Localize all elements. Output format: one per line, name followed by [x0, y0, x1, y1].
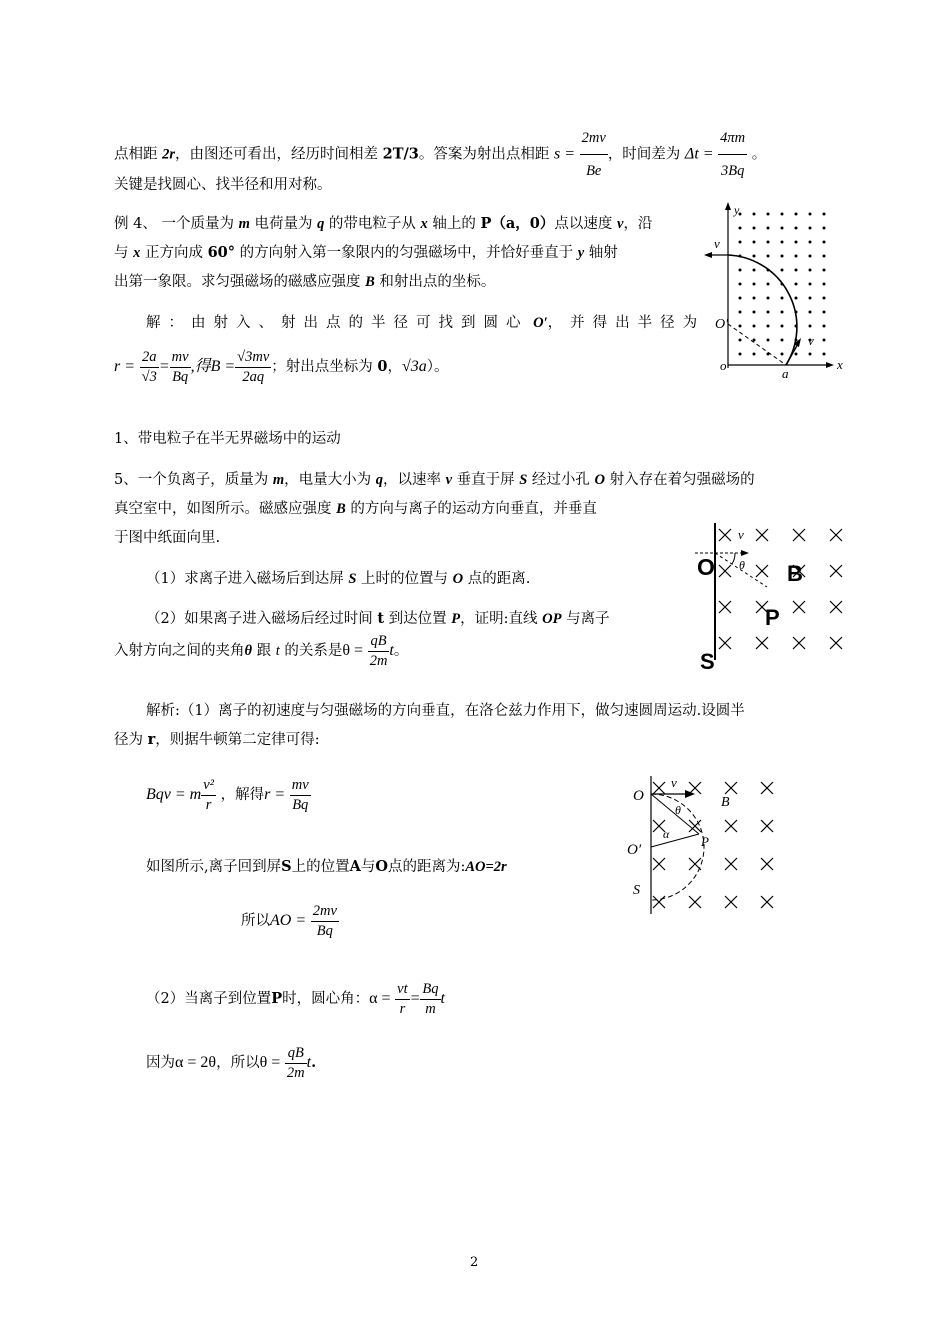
field-dot	[809, 283, 812, 286]
p5-line-3	[114, 531, 220, 546]
field-dot	[809, 353, 812, 356]
field-cross	[725, 820, 737, 832]
text: 0	[377, 358, 388, 375]
text: 的关系是	[279, 643, 343, 659]
field-cross	[653, 896, 665, 908]
field-dot	[809, 227, 812, 230]
field-cross	[719, 529, 731, 541]
field-cross	[725, 896, 737, 908]
field-dot	[809, 311, 812, 314]
field-cross	[719, 637, 731, 649]
analysis-line-5	[146, 982, 445, 1016]
math: =	[158, 358, 170, 375]
radius-line	[728, 324, 786, 365]
fraction	[140, 350, 159, 384]
text: 的方向射入第一象限内的匀强磁场中，并恰好垂直于	[235, 245, 578, 261]
field-dot	[823, 283, 826, 286]
field-dot	[767, 227, 770, 230]
field-dot	[767, 241, 770, 244]
field-dot	[753, 353, 756, 356]
text: 与	[360, 859, 376, 875]
sol4-line-1	[146, 316, 705, 331]
field-dot	[795, 227, 798, 230]
fraction	[235, 350, 271, 384]
field-cross	[725, 782, 737, 794]
field-dot	[823, 297, 826, 300]
fraction	[580, 124, 608, 185]
text: P（a，0）	[480, 215, 555, 232]
text: q	[317, 216, 325, 232]
text: 点的距离为:	[388, 859, 466, 875]
text: 出第一象限。求匀强磁场的磁感应强度	[114, 274, 366, 290]
field-cross	[756, 529, 768, 541]
field-cross	[830, 565, 842, 577]
text: 60°	[207, 244, 236, 261]
q1-line	[146, 572, 530, 587]
text: 1、带电粒子在半无界磁场中的运动	[114, 431, 341, 447]
field-cross	[761, 896, 773, 908]
q2-line-2	[114, 634, 408, 668]
math: r =	[264, 786, 286, 803]
field-dot	[823, 353, 826, 356]
field-cross	[830, 637, 842, 649]
fraction	[285, 1046, 307, 1080]
text: x	[420, 216, 428, 232]
x-label: x	[837, 357, 843, 372]
text: S	[348, 571, 357, 587]
text: 解：由射入、射出点的半径可找到圆心	[146, 315, 529, 331]
text: 真空室中，如图所示。磁感应强度	[114, 501, 337, 517]
text: 关键是找圆心、找半径和用对称。	[114, 177, 332, 193]
text: P	[271, 990, 283, 1007]
alpha-label: α	[663, 827, 670, 841]
text: ，则据牛顿第二定律可得:	[155, 732, 320, 748]
text: t	[377, 610, 385, 627]
b-label: B	[787, 561, 803, 586]
field-cross	[653, 858, 665, 870]
field-dot	[795, 241, 798, 244]
field-cross	[793, 601, 805, 613]
text: 点的距离.	[463, 571, 531, 587]
text: O′	[533, 315, 548, 331]
math: t	[389, 642, 394, 659]
text: ，时间差为	[607, 146, 681, 163]
field-cross	[719, 565, 731, 577]
math: =	[409, 990, 421, 1007]
analysis-line-2	[114, 733, 320, 748]
field-dot	[753, 283, 756, 286]
p5-line-1	[114, 473, 755, 488]
field-dot	[753, 255, 756, 258]
q2-line-1	[146, 612, 610, 627]
field-dot	[767, 325, 770, 328]
text: 轴上的	[427, 216, 481, 232]
text: P	[451, 611, 461, 627]
text: ，电量大小为	[284, 472, 376, 488]
denominator: 2aq	[242, 368, 265, 385]
field-crosses	[719, 529, 842, 649]
field-cross	[793, 529, 805, 541]
field-cross	[725, 858, 737, 870]
field-crosses	[653, 782, 773, 908]
field-dot	[795, 283, 798, 286]
field-dot	[809, 213, 812, 216]
text: ，所以	[216, 1055, 260, 1071]
analysis-line-6	[146, 1046, 316, 1080]
text: m	[272, 472, 285, 488]
math: Bqv = m	[146, 786, 202, 803]
field-dot	[795, 255, 798, 258]
text: S	[519, 472, 528, 488]
analysis-line-1	[146, 704, 745, 719]
field-dot	[781, 353, 784, 356]
ex4-line-2	[114, 246, 618, 261]
analysis-line-3	[146, 860, 507, 875]
x-arrow	[826, 362, 834, 368]
text: O	[375, 858, 388, 875]
numerator: Bq	[420, 982, 440, 1000]
math: t	[306, 1054, 312, 1071]
numerator: 2mv	[580, 124, 608, 155]
field-cross	[793, 637, 805, 649]
field-cross	[830, 601, 842, 613]
text: ）。	[426, 359, 449, 375]
equation-1	[146, 778, 311, 812]
field-dot	[809, 297, 812, 300]
math: Δt =	[684, 145, 714, 163]
field-dot	[739, 353, 742, 356]
field-dot	[781, 241, 784, 244]
text: 5、一个负离子，质量为	[114, 472, 273, 488]
field-dot	[823, 339, 826, 342]
b-label: B	[721, 795, 730, 810]
text: x	[133, 245, 141, 261]
fraction	[420, 982, 440, 1016]
y-arrow	[725, 202, 731, 210]
text: O	[594, 472, 606, 488]
field-dot	[809, 241, 812, 244]
v-label: v	[671, 775, 677, 790]
text: ，	[387, 359, 402, 375]
text: OP	[542, 611, 562, 627]
theta-label: θ	[675, 803, 681, 817]
numerator: v²	[201, 778, 216, 796]
section-heading	[114, 432, 341, 447]
denominator: Bq	[172, 368, 189, 385]
text: ，以速率	[382, 472, 446, 488]
text: ，证明:直线	[460, 611, 543, 627]
math: r =	[114, 358, 136, 375]
theta-arc	[732, 553, 735, 564]
text: 径为	[114, 732, 148, 748]
v-label: v	[714, 236, 720, 251]
denominator: r	[205, 796, 212, 813]
numerator: vt	[395, 982, 409, 1000]
fraction	[290, 778, 311, 812]
field-cross	[761, 858, 773, 870]
theta-label: θ	[739, 558, 745, 572]
text: t	[275, 643, 280, 659]
field-dot	[823, 213, 826, 216]
text: 垂直于屏	[452, 472, 520, 488]
field-dot	[781, 339, 784, 342]
field-dot	[767, 283, 770, 286]
field-dot	[753, 213, 756, 216]
figure-2	[695, 515, 855, 680]
text: 。答案为射出点相距	[418, 146, 550, 163]
text: 上时的位置与	[356, 571, 453, 587]
text: 点以速度	[554, 216, 617, 232]
field-dot	[823, 325, 826, 328]
velocity-arrow	[685, 790, 695, 798]
figure-3	[625, 772, 795, 917]
numerator: 2a	[140, 350, 159, 368]
text: 点相距	[114, 146, 163, 163]
field-cross	[653, 782, 665, 794]
text: v	[617, 216, 624, 232]
field-dot	[739, 241, 742, 244]
field-dot	[781, 311, 784, 314]
sol4-line-2	[114, 350, 449, 384]
text: 解析:（1）离子的初速度与匀强磁场的方向垂直，在洛仑兹力作用下，做匀速圆周运动.设圆半	[146, 703, 745, 719]
fraction	[311, 904, 339, 938]
text: O	[452, 571, 464, 587]
fraction	[718, 124, 747, 185]
v-label: v	[738, 527, 744, 542]
field-dot	[781, 213, 784, 216]
field-dot	[809, 269, 812, 272]
field-cross	[719, 601, 731, 613]
text: B	[336, 501, 346, 517]
text: 和射出点的坐标。	[374, 274, 496, 290]
field-dot	[739, 227, 742, 230]
o-label: O	[697, 554, 715, 580]
field-dot	[823, 269, 826, 272]
text: 如图所示,离子回到屏	[146, 859, 282, 875]
text: θ	[244, 643, 253, 659]
math: AO =	[270, 912, 307, 929]
analysis-line-4	[241, 904, 339, 938]
ex4-line-1	[114, 217, 652, 232]
field-dot	[795, 297, 798, 300]
numerator: qB	[285, 1046, 307, 1064]
field-dot	[781, 255, 784, 258]
numerator: qB	[368, 634, 390, 652]
field-dot	[809, 255, 812, 258]
field-cross	[689, 896, 701, 908]
field-dot	[739, 283, 742, 286]
o-prime-label: O′	[715, 317, 729, 332]
field-dot	[739, 325, 742, 328]
text: ，解得	[220, 787, 265, 803]
field-dot	[823, 255, 826, 258]
s-label: S	[633, 883, 640, 898]
field-dot	[753, 269, 756, 272]
field-dot	[823, 227, 826, 230]
text: （2）如果离子进入磁场后经过时间	[146, 611, 378, 627]
p-label: P	[765, 605, 780, 630]
a-label: a	[782, 366, 789, 380]
field-dot	[795, 269, 798, 272]
field-dot	[739, 297, 742, 300]
text: 与离子	[561, 611, 610, 627]
numerator: mv	[290, 778, 311, 796]
text: S	[281, 858, 292, 875]
field-cross	[761, 782, 773, 794]
s-label: S	[700, 649, 715, 674]
p-label: P	[701, 834, 709, 849]
math: √3a	[401, 358, 427, 375]
field-dot	[739, 311, 742, 314]
text: 所以	[241, 913, 270, 929]
field-dot	[753, 297, 756, 300]
field-dot	[767, 255, 770, 258]
numerator: √3mv	[235, 350, 271, 368]
text: 到达位置	[384, 611, 452, 627]
field-dot	[781, 325, 784, 328]
v-label: v	[808, 333, 814, 348]
line-2	[114, 178, 332, 193]
numerator: 2mv	[311, 904, 339, 922]
field-cross	[756, 637, 768, 649]
field-dot	[767, 213, 770, 216]
numerator: mv	[170, 350, 191, 368]
denominator: 3Bq	[720, 163, 745, 179]
text: 2	[470, 1255, 479, 1270]
text: （1）求离子进入磁场后到达屏	[146, 571, 349, 587]
text: 于图中纸面向里.	[114, 530, 221, 546]
field-dot	[781, 227, 784, 230]
field-cross	[689, 782, 701, 794]
field-dot	[767, 297, 770, 300]
denominator: r	[399, 1000, 406, 1017]
text: q	[375, 472, 383, 488]
math: θ =	[259, 1054, 281, 1071]
text: 例 4、 一个质量为	[114, 216, 239, 232]
fraction	[170, 350, 191, 384]
denominator: Bq	[292, 796, 309, 813]
radius-line	[651, 834, 699, 847]
text: y	[577, 245, 585, 261]
text: 上的位置	[291, 859, 350, 875]
text: ；射出点坐标为	[271, 359, 378, 375]
field-dot	[781, 269, 784, 272]
field-dot	[739, 339, 742, 342]
field-dot	[753, 325, 756, 328]
text: 入射方向之间的夹角	[114, 643, 245, 659]
field-dot	[753, 311, 756, 314]
math: s =	[554, 145, 576, 163]
text: 正方向成	[140, 245, 208, 261]
text: 2T/3	[382, 145, 419, 163]
text: B	[365, 274, 375, 290]
text: 与	[114, 245, 134, 261]
text: 轴射	[584, 245, 618, 261]
math: t	[440, 990, 445, 1007]
field-dot	[753, 227, 756, 230]
ex4-line-3	[114, 275, 495, 290]
field-dot	[753, 241, 756, 244]
denominator: 2m	[286, 1064, 305, 1081]
field-dot	[823, 311, 826, 314]
denominator: √3	[141, 368, 157, 385]
field-dot	[767, 339, 770, 342]
text: ，沿	[623, 216, 653, 232]
field-dot	[739, 269, 742, 272]
text: 时，圆心角：	[282, 991, 370, 1007]
denominator: m	[425, 1000, 436, 1017]
denominator: Be	[586, 163, 602, 179]
text: 跟	[252, 643, 276, 659]
field-dot	[795, 213, 798, 216]
text: r	[147, 731, 156, 748]
text: ，由图还可看出，经历时间相差	[175, 146, 383, 163]
fraction	[368, 634, 390, 668]
exit-arrow	[704, 252, 712, 258]
text: 的方向与离子的运动方向垂直，并垂直	[345, 501, 597, 517]
velocity-arrow	[741, 550, 749, 556]
o-label: O	[633, 788, 644, 804]
text: ，并得出半径为	[547, 315, 706, 331]
text: 的带电粒子从	[324, 216, 421, 232]
field-cross	[756, 565, 768, 577]
text: m	[238, 216, 250, 232]
text: A	[349, 858, 361, 875]
figure-1	[700, 200, 850, 380]
text: AO=2r	[465, 859, 507, 875]
text: 因为	[146, 1055, 175, 1071]
o-prime-label: O′	[627, 842, 642, 858]
field-dot	[795, 353, 798, 356]
numerator: 4πm	[718, 124, 747, 155]
origin-label: o	[720, 358, 727, 373]
text: 。	[393, 643, 409, 659]
field-dot	[823, 241, 826, 244]
field-cross	[761, 820, 773, 832]
text: （2）当离子到位置	[146, 991, 272, 1007]
text: 经过小孔	[527, 472, 595, 488]
text: 2r	[162, 146, 176, 163]
field-dot	[767, 311, 770, 314]
math: ,得B =	[190, 358, 236, 375]
text: 射入存在着匀强磁场的	[605, 472, 755, 488]
fraction	[395, 982, 409, 1016]
text: 电荷量为	[249, 216, 318, 232]
field-dot	[809, 325, 812, 328]
page-number	[470, 1256, 478, 1269]
y-label: y	[734, 203, 740, 217]
field-cross	[830, 529, 842, 541]
line-1	[114, 124, 766, 185]
p5-line-2	[114, 502, 597, 517]
text: 。	[751, 146, 767, 163]
math: α =	[369, 990, 391, 1007]
text: v	[445, 472, 453, 488]
math: θ =	[342, 642, 364, 659]
text: .	[311, 1054, 317, 1071]
math: α = 2θ	[175, 1054, 217, 1071]
fraction	[201, 778, 216, 812]
denominator: 2m	[369, 652, 388, 669]
denominator: Bq	[316, 922, 333, 939]
field-dot	[781, 297, 784, 300]
